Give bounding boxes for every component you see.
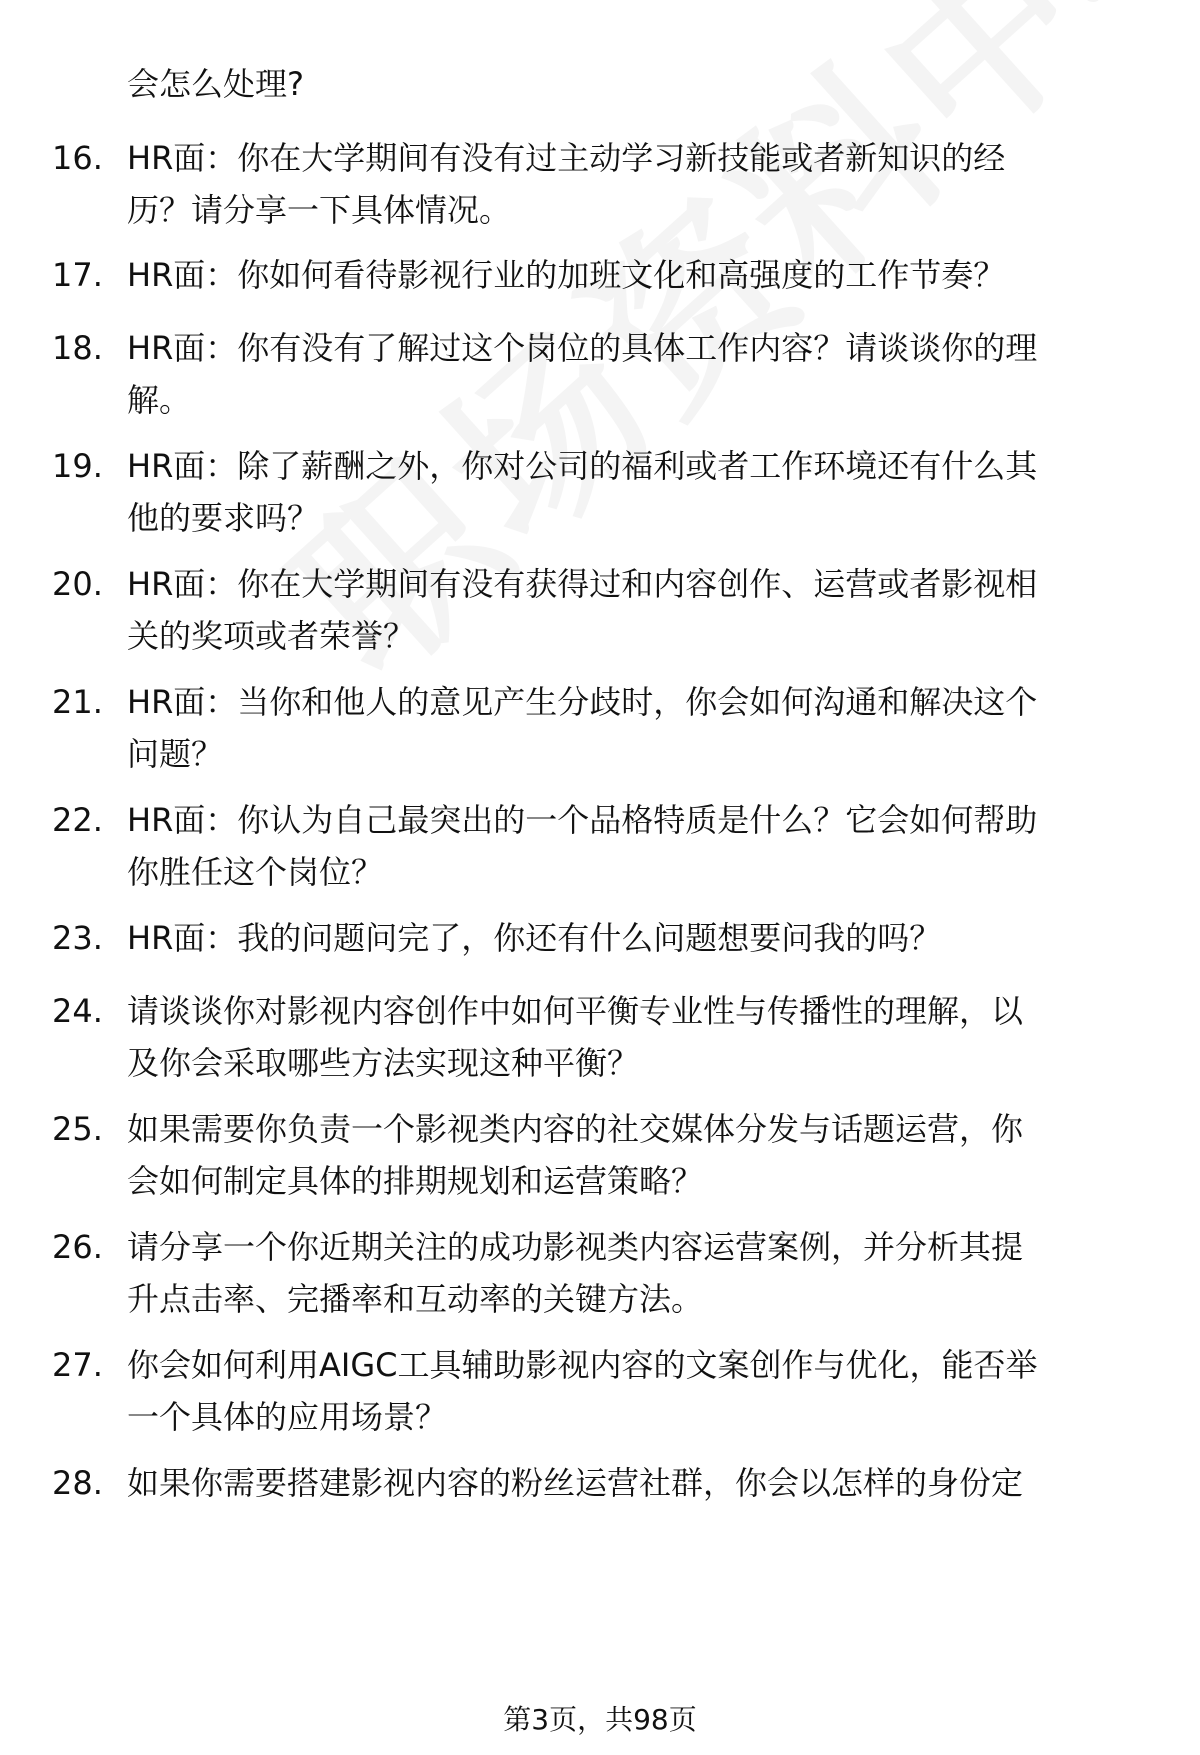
item-text-line: 你胜任这个岗位？ bbox=[127, 853, 384, 891]
item-text-line: 一个具体的应用场景？ bbox=[127, 1398, 448, 1436]
item-number: 22. bbox=[52, 801, 103, 839]
item-text-line: HR面：我的问题问完了，你还有什么问题想要问我的吗？ bbox=[127, 919, 942, 957]
item-number: 20. bbox=[52, 565, 103, 603]
item-text-line: 升点击率、完播率和互动率的关键方法。 bbox=[127, 1280, 704, 1318]
item-number: 19. bbox=[52, 447, 103, 485]
item-number: 25. bbox=[52, 1110, 103, 1148]
item-number: 18. bbox=[52, 329, 103, 367]
item-text-line: 关的奖项或者荣誉？ bbox=[127, 617, 416, 655]
item-text-line: HR面：当你和他人的意见产生分歧时，你会如何沟通和解决这个 bbox=[127, 683, 1038, 721]
item-text-line: 请分享一个你近期关注的成功影视类内容运营案例，并分析其提 bbox=[127, 1228, 1024, 1266]
item-text-line: 历？请分享一下具体情况。 bbox=[127, 191, 512, 229]
item-text-line: 及你会采取哪些方法实现这种平衡？ bbox=[127, 1044, 640, 1082]
item-text-line: HR面：你认为自己最突出的一个品格特质是什么？它会如何帮助 bbox=[127, 801, 1038, 839]
item-text-line: HR面：除了薪酬之外，你对公司的福利或者工作环境还有什么其 bbox=[127, 447, 1038, 485]
item-number: 26. bbox=[52, 1228, 103, 1266]
item-text-line: HR面：你如何看待影视行业的加班文化和高强度的工作节奏？ bbox=[127, 256, 1006, 294]
item-text-line: HR面：你在大学期间有没有过主动学习新技能或者新知识的经 bbox=[127, 139, 1006, 177]
item-text-line: 会如何制定具体的排期规划和运营策略？ bbox=[127, 1162, 704, 1200]
item-text-line: 问题？ bbox=[127, 735, 224, 773]
item-text-line: 他的要求吗？ bbox=[127, 499, 320, 537]
item-number: 24. bbox=[52, 992, 103, 1030]
item-text-line: 你会如何利用AIGC工具辅助影视内容的文案创作与优化，能否举 bbox=[127, 1346, 1038, 1384]
item-number: 21. bbox=[52, 683, 103, 721]
item-text-line: 如果你需要搭建影视内容的粉丝运营社群，你会以怎样的身份定 bbox=[127, 1464, 1024, 1502]
item-text-line: 如果需要你负责一个影视类内容的社交媒体分发与话题运营，你 bbox=[127, 1110, 1024, 1148]
item-text-line: 请谈谈你对影视内容创作中如何平衡专业性与传播性的理解，以 bbox=[127, 992, 1024, 1030]
item-number: 17. bbox=[52, 256, 103, 294]
continuation-text: 会怎么处理? bbox=[127, 65, 304, 103]
item-text-line: HR面：你有没有了解过这个岗位的具体工作内容？请谈谈你的理 bbox=[127, 329, 1038, 367]
page-footer: 第3页，共98页 bbox=[503, 1703, 697, 1736]
item-number: 27. bbox=[52, 1346, 103, 1384]
item-number: 23. bbox=[52, 919, 103, 957]
item-text-line: HR面：你在大学期间有没有获得过和内容创作、运营或者影视相 bbox=[127, 565, 1038, 603]
item-text-line: 解。 bbox=[127, 381, 192, 419]
item-number: 28. bbox=[52, 1464, 103, 1502]
item-number: 16. bbox=[52, 139, 103, 177]
